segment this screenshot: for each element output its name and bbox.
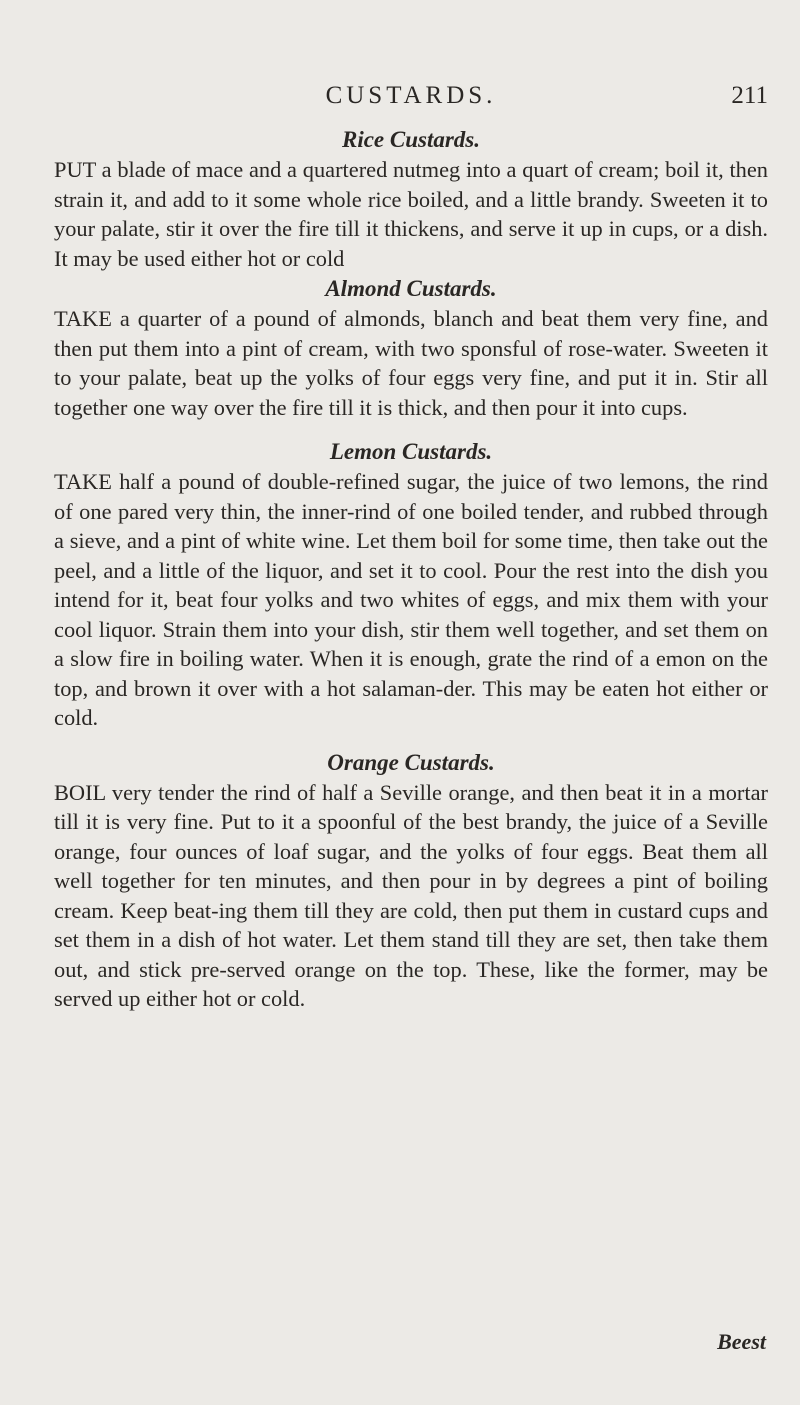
catchword: Beest (717, 1329, 766, 1354)
section-title-almond: Almond Custards. (325, 276, 497, 301)
section-text-orange: BOIL very tender the rind of half a Seville orange, and then beat it in a mortar till it is very fine. Put to it a spoonful of the best brandy, the juice of a Seville orange, four ounces of loaf sugar, and the yolks of four eggs. Beat them all well together for ten minutes, and then pour in by degrees a pint of boiling cream. Keep beat-ing them till they are cold, then put them in custard cups and set them in a dish of hot water. Let them stand till they are set, then take them out, and stick pre-served orange on the top. These, like the former, may be served up either hot or cold. (54, 779, 768, 1011)
section-title-rice: Rice Custards. (341, 127, 481, 152)
page-header (54, 82, 768, 122)
page-body (54, 124, 768, 1014)
section-title-lemon: Lemon Custards. (329, 439, 493, 464)
section-title-orange: Orange Custards. (327, 749, 495, 775)
section-text-lemon: TAKE half a pound of double-refined sugar, the juice of two lemons, the rind of one pared very thin, the inner-rind of one boiled tender, and rubbed through a sieve, and a pint of white wine. Let them boil for some time, then take out the peel, and a little of the liquor, and set it to cool. Pour the rest into the dish you intend for it, beat four yolks and two whites of eggs, and mix them with your cool liquor. Strain them into your dish, stir them well together, and set them on a slow fire in boiling water. When it is enough, grate the rind of a emon on the top, and brown it over with a hot salaman-der. This may be eaten hot either or cold. (54, 469, 768, 730)
section-text-almond: TAKE a quarter of a pound of almonds, blanch and beat them very fine, and then put them into a pint of cream, with two sponsful of rose-water. Sweeten it to your palate, beat up the yolks of four eggs very fine, and put it in. Stir all together one way over the fire till it is thick, and then pour it into cups. (54, 306, 768, 420)
section-text-rice: PUT a blade of mace and a quartered nutmeg into a quart of cream; boil it, then strain it, and add to it some whole rice boiled, and a little brandy. Sweeten it to your palate, stir it over the fire till it thickens, and serve it up in cups, or a dish. It may be used either hot or cold (54, 157, 768, 271)
running-head: CUSTARDS. (325, 82, 497, 109)
spacer (54, 733, 768, 747)
page-number: 211 (731, 82, 768, 109)
spacer (54, 422, 768, 436)
